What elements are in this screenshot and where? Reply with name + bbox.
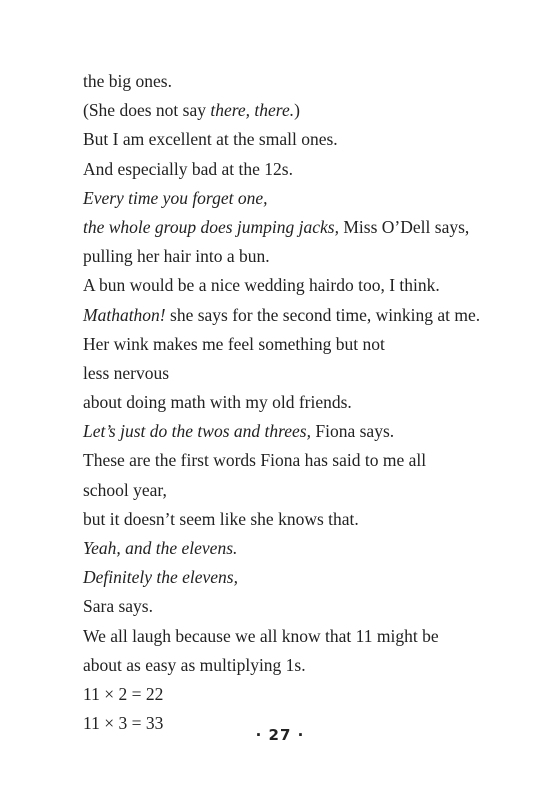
text-line: [83, 534, 523, 563]
page-number: · 27 ·: [255, 726, 305, 744]
text-segment: about as easy as multiplying 1s.: [83, 654, 306, 675]
text-line: [83, 271, 523, 300]
text-segment: but it doesn’t seem like she knows that.: [83, 508, 359, 529]
text-segment: about doing math with my old friends.: [83, 392, 352, 413]
text-segment: the big ones.: [83, 71, 172, 91]
italic-segment: Definitely the elevens,: [83, 567, 238, 588]
text-segment: A bun would be a nice wedding hairdo too, I think.: [83, 275, 440, 296]
text-segment: she says for the second time, winking at me.: [165, 304, 481, 325]
text-segment: less nervous: [83, 362, 170, 383]
text-line: [83, 476, 523, 505]
body-text: [83, 67, 523, 738]
text-segment: (She does not say: [83, 100, 211, 121]
text-segment: Fiona says.: [311, 421, 395, 442]
text-line: [83, 505, 523, 534]
text-line: [83, 125, 523, 154]
text-line: [83, 330, 523, 359]
text-segment: pulling her hair into a bun.: [83, 246, 270, 267]
text-line: [83, 417, 523, 446]
text-line: [83, 184, 523, 213]
text-segment: Miss O’Dell says,: [339, 216, 470, 237]
text-line: [83, 96, 523, 125]
text-segment: These are the first words Fiona has said to me all: [83, 450, 427, 471]
text-segment: And especially bad at the 12s.: [83, 158, 293, 179]
text-line: [83, 359, 523, 388]
text-line: [83, 563, 523, 592]
italic-segment: there, there.: [210, 100, 295, 121]
text-line: [83, 213, 523, 242]
text-line: [83, 155, 523, 184]
text-line: [83, 446, 523, 475]
text-segment: school year,: [83, 479, 167, 500]
italic-segment: Every time you forget one,: [83, 187, 268, 208]
text-segment: But I am excellent at the small ones.: [83, 129, 338, 150]
text-line: [83, 680, 523, 709]
text-line: [83, 622, 523, 651]
text-segment: 11 × 2 = 22: [83, 683, 164, 704]
text-line: [83, 301, 523, 330]
italic-segment: the whole group does jumping jacks,: [83, 216, 339, 237]
text-line: [83, 651, 523, 680]
text-segment: We all laugh because we all know that 11 might be: [83, 625, 439, 646]
text-segment: Her wink makes me feel something but not: [83, 333, 385, 354]
text-line: [83, 388, 523, 417]
text-segment: 11 × 3 = 33: [83, 713, 164, 734]
text-segment: ): [294, 100, 300, 121]
italic-segment: Mathathon!: [83, 304, 166, 325]
text-segment: Sara says.: [83, 596, 153, 617]
italic-segment: Yeah, and the elevens.: [83, 538, 238, 558]
text-line: [83, 67, 523, 96]
text-line: [83, 242, 523, 271]
italic-segment: Let’s just do the twos and threes,: [83, 421, 311, 442]
text-line: [83, 592, 523, 621]
